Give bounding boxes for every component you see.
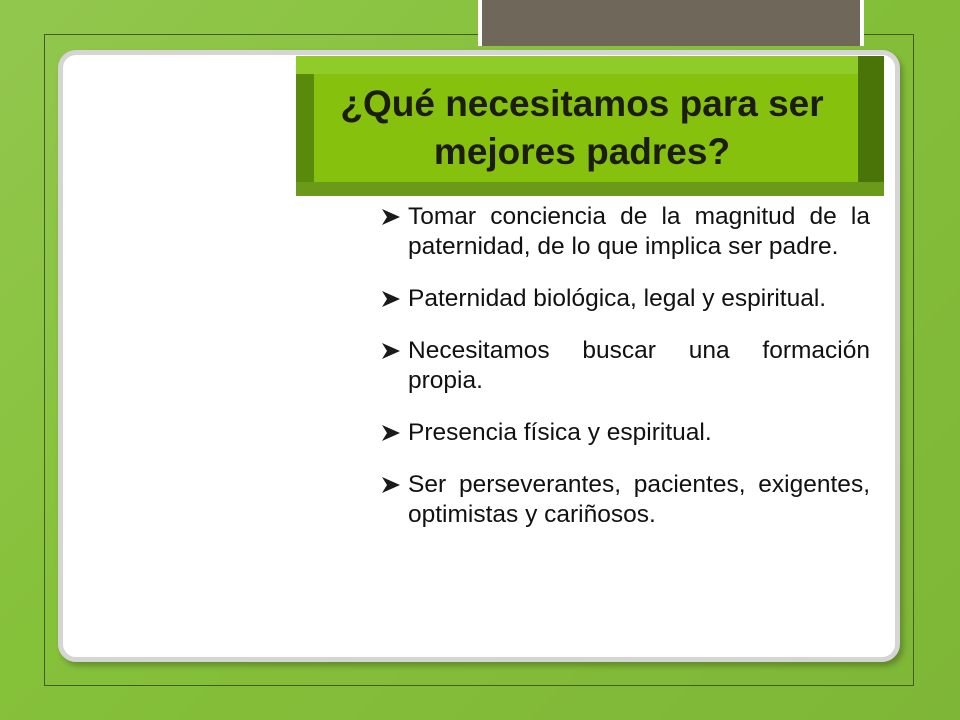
arrowhead-bullet-icon	[382, 477, 400, 493]
title-banner	[296, 56, 884, 196]
title-bevel-top	[296, 56, 884, 74]
title-bevel-right	[858, 56, 884, 196]
top-decorative-tab	[478, 0, 864, 46]
bullet-item	[382, 418, 870, 448]
bullet-item	[382, 202, 870, 262]
bullet-list	[382, 202, 870, 552]
bullet-item	[382, 336, 870, 396]
arrowhead-bullet-icon	[382, 291, 400, 307]
bullet-text: Paternidad biológica, legal y espiritual.	[408, 285, 827, 312]
bullet-text: Necesitamos buscar una formación propia.	[408, 337, 870, 394]
bullet-text: Presencia física y espiritual.	[408, 419, 712, 446]
slide-title: ¿Qué necesitamos para ser mejores padres?	[340, 83, 824, 172]
arrowhead-bullet-icon	[382, 425, 400, 441]
title-face	[314, 74, 858, 182]
arrowhead-bullet-icon	[382, 209, 400, 225]
bullet-text: Tomar conciencia de la magnitud de la paternidad, de lo que implica ser padre.	[408, 203, 870, 260]
bullet-item	[382, 470, 870, 530]
title-bevel-bottom	[296, 182, 884, 196]
bullet-text: Ser perseverantes, pacientes, exigentes, optimistas y cariñosos.	[408, 471, 870, 528]
arrowhead-bullet-icon	[382, 343, 400, 359]
bullet-item	[382, 284, 870, 314]
